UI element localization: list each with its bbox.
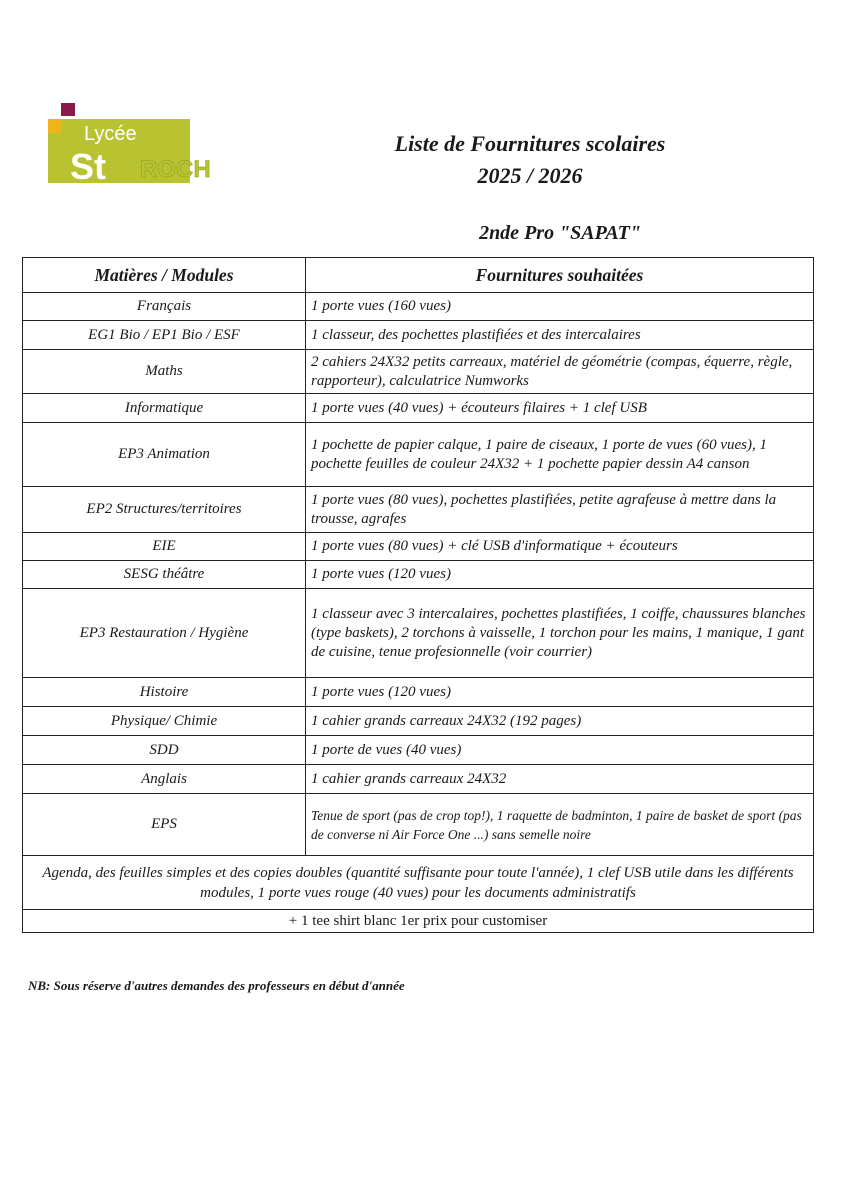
general-row <box>23 856 814 910</box>
row-subject: EPS <box>23 794 306 856</box>
table-row <box>23 350 814 394</box>
row-subject: EP2 Structures/territoires <box>23 487 306 533</box>
row-supplies: 1 pochette de papier calque, 1 paire de ciseaux, 1 porte de vues (60 vues), 1 pochette feuilles de couleur 24X32 + 1 pochette papier dessin A4 canson <box>306 423 814 487</box>
table-row <box>23 589 814 678</box>
table-header-row <box>23 258 814 293</box>
logo-text-lycee: Lycée <box>84 123 137 145</box>
supplies-table <box>22 257 814 933</box>
row-supplies: Tenue de sport (pas de crop top!), 1 raquette de badminton, 1 paire de basket de sport (pas de converse ni Air Force One ...) sans semelle noire <box>306 794 814 856</box>
title-line-1: Liste de Fournitures scolaires <box>394 131 666 156</box>
row-supplies: 1 porte vues (120 vues) <box>306 678 814 707</box>
document-title <box>360 128 700 192</box>
row-subject: Anglais <box>23 765 306 794</box>
row-supplies: 2 cahiers 24X32 petits carreaux, matériel de géométrie (compas, équerre, règle, rapporteur), calculatrice Numworks <box>306 350 814 394</box>
row-subject: Informatique <box>23 394 306 423</box>
table-row <box>23 561 814 589</box>
table-row <box>23 487 814 533</box>
table-row <box>23 423 814 487</box>
table-row <box>23 736 814 765</box>
row-supplies: 1 porte vues (120 vues) <box>306 561 814 589</box>
row-subject: Français <box>23 293 306 321</box>
row-subject: SDD <box>23 736 306 765</box>
row-supplies: 1 porte vues (80 vues), pochettes plastifiées, petite agrafeuse à mettre dans la trousse, agrafes <box>306 487 814 533</box>
row-subject: EIE <box>23 533 306 561</box>
row-supplies: 1 cahier grands carreaux 24X32 (192 pages) <box>306 707 814 736</box>
row-supplies: 1 porte vues (160 vues) <box>306 293 814 321</box>
row-subject: Physique/ Chimie <box>23 707 306 736</box>
row-subject: SESG théâtre <box>23 561 306 589</box>
row-supplies: 1 porte vues (80 vues) + clé USB d'informatique + écouteurs <box>306 533 814 561</box>
row-subject: Maths <box>23 350 306 394</box>
row-subject: Histoire <box>23 678 306 707</box>
table-row <box>23 794 814 856</box>
row-supplies: 1 classeur avec 3 intercalaires, pochettes plastifiées, 1 coiffe, chaussures blanches (type baskets), 2 torchons à vaisselle, 1 torchon pour les mains, 1 manique, 1 gant de cuisine, tenue profesionnelle (voir courrier) <box>306 589 814 678</box>
row-supplies: 1 porte vues (40 vues) + écouteurs filaires + 1 clef USB <box>306 394 814 423</box>
table-row <box>23 707 814 736</box>
row-supplies: 1 cahier grands carreaux 24X32 <box>306 765 814 794</box>
row-subject: EP3 Animation <box>23 423 306 487</box>
footer-note: NB: Sous réserve d'autres demandes des professeurs en début d'année <box>28 978 405 993</box>
extra-supplies: + 1 tee shirt blanc 1er prix pour customiser <box>23 910 814 933</box>
table-row <box>23 678 814 707</box>
general-supplies: Agenda, des feuilles simples et des copies doubles (quantité suffisante pour toute l'année), 1 clef USB utile dans les différents modules, 1 porte vues rouge (40 vues) pour les documents administratifs <box>23 856 814 910</box>
table-row <box>23 321 814 350</box>
row-subject: EG1 Bio / EP1 Bio / ESF <box>23 321 306 350</box>
extra-row <box>23 910 814 933</box>
class-name: 2nde Pro "SAPAT" <box>479 222 641 244</box>
header-subject: Matières / Modules <box>23 258 306 293</box>
row-supplies: 1 porte de vues (40 vues) <box>306 736 814 765</box>
table-row <box>23 533 814 561</box>
row-supplies: 1 classeur, des pochettes plastifiées et des intercalaires <box>306 321 814 350</box>
table-row <box>23 293 814 321</box>
row-subject: EP3 Restauration / Hygiène <box>23 589 306 678</box>
header-supplies: Fournitures souhaitées <box>306 258 814 293</box>
table-row <box>23 394 814 423</box>
table-row <box>23 765 814 794</box>
logo-text-roch: ROCH <box>140 156 211 183</box>
school-logo <box>48 103 248 187</box>
logo-text-st: St <box>70 146 106 187</box>
title-line-2: 2025 / 2026 <box>477 163 583 188</box>
